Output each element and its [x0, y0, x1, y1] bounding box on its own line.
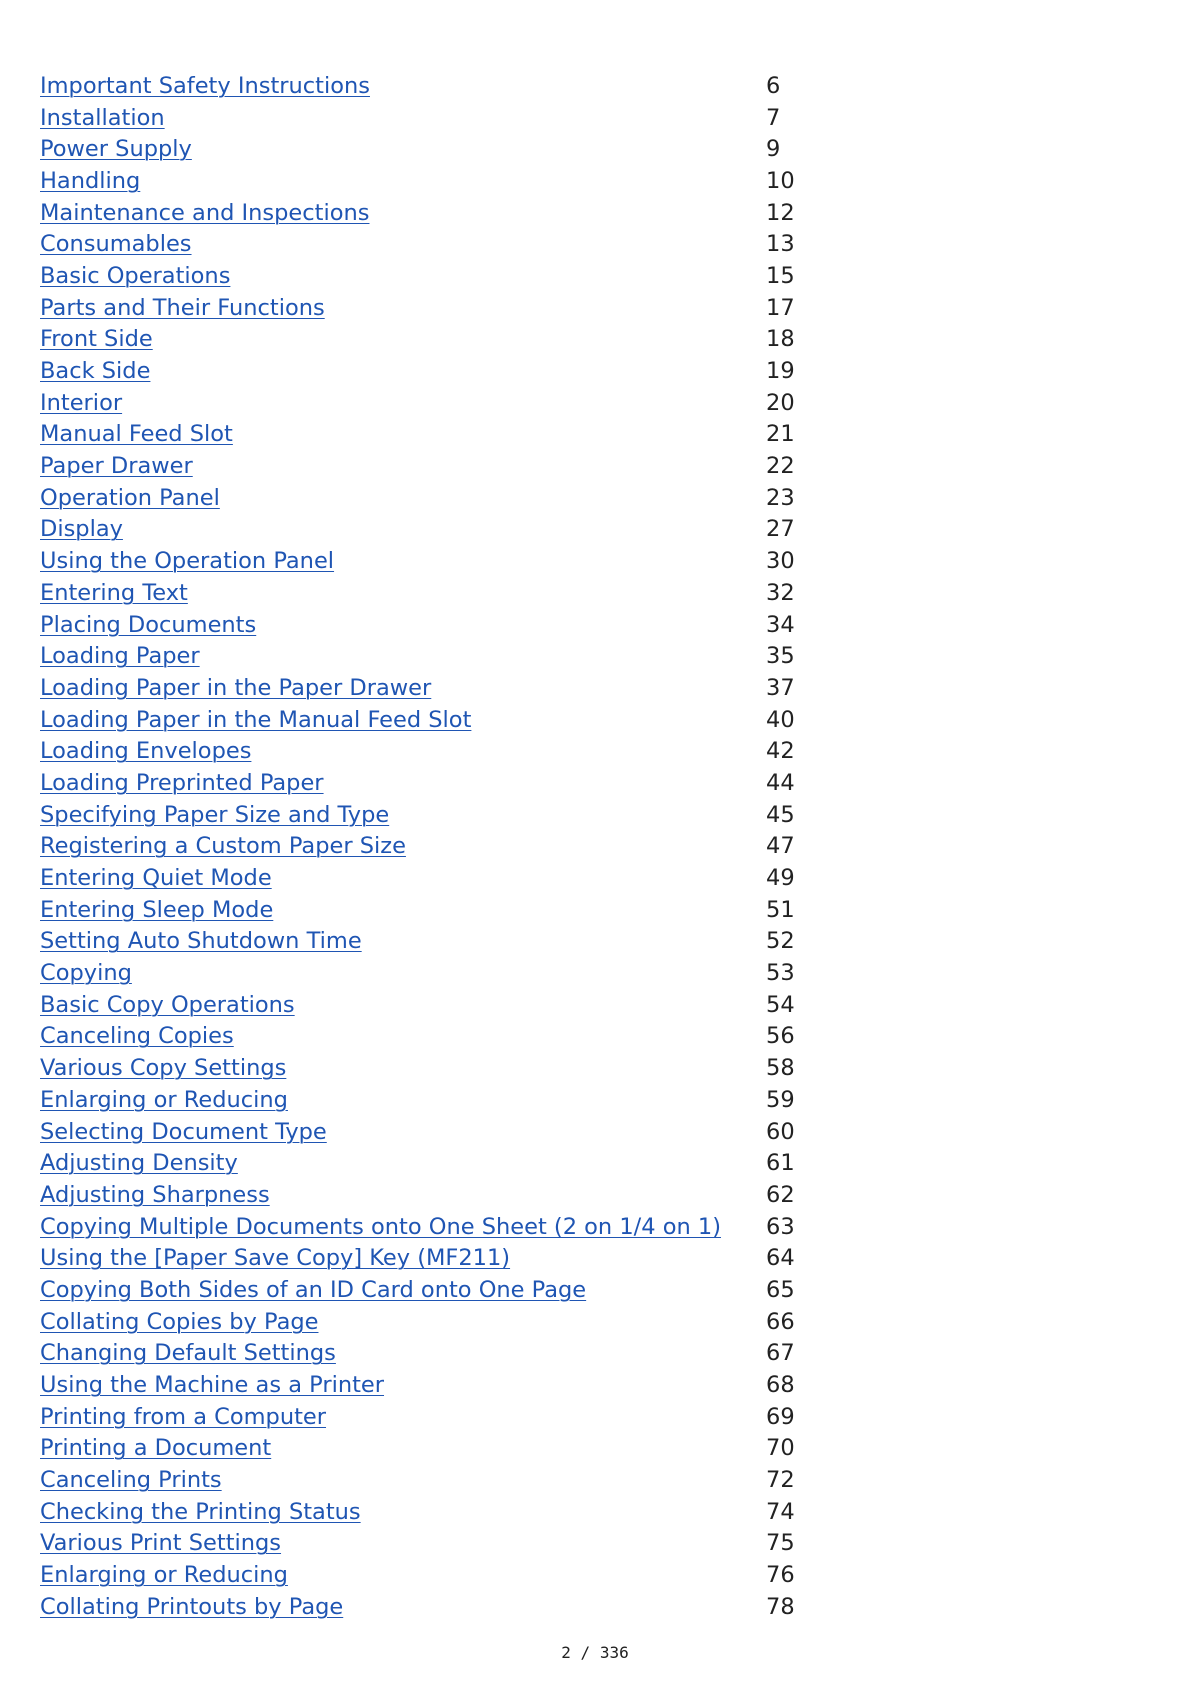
- toc-entry-page-number: 65: [766, 1276, 795, 1303]
- toc-entry-page-number: 42: [766, 738, 795, 765]
- toc-entry-link[interactable]: Installation: [40, 104, 165, 131]
- toc-entry-link[interactable]: Changing Default Settings: [40, 1340, 336, 1367]
- toc-entry[interactable]: [40, 894, 800, 926]
- toc-entry-link[interactable]: Placing Documents: [40, 611, 257, 638]
- toc-entry-page-number: 75: [766, 1530, 795, 1557]
- toc-entry[interactable]: [40, 799, 800, 831]
- toc-entry[interactable]: [40, 672, 800, 704]
- toc-entry[interactable]: [40, 260, 800, 292]
- toc-entry-link[interactable]: Using the Operation Panel: [40, 548, 335, 575]
- toc-entry-page-number: 56: [766, 1023, 795, 1050]
- toc-entry-link[interactable]: Basic Copy Operations: [40, 991, 295, 1018]
- toc-entry-page-number: 68: [766, 1372, 795, 1399]
- toc-entry[interactable]: [40, 1211, 800, 1243]
- toc-entry-page-number: 44: [766, 769, 795, 796]
- toc-entry-page-number: 76: [766, 1562, 795, 1589]
- toc-entry-link[interactable]: Adjusting Density: [40, 1150, 238, 1177]
- toc-entry[interactable]: [40, 1084, 800, 1116]
- toc-entry-page-number: 45: [766, 801, 795, 828]
- toc-entry-link[interactable]: Entering Quiet Mode: [40, 865, 272, 892]
- toc-entry-page-number: 10: [766, 167, 795, 194]
- toc-entry-page-number: 66: [766, 1308, 795, 1335]
- toc-entry-page-number: 74: [766, 1498, 795, 1525]
- page-indicator: 2 / 336: [561, 1643, 629, 1662]
- toc-entry-link[interactable]: Collating Printouts by Page: [40, 1593, 344, 1620]
- toc-entry-page-number: 63: [766, 1213, 795, 1240]
- toc-entry-link[interactable]: Printing a Document: [40, 1435, 272, 1462]
- toc-entry[interactable]: [40, 1242, 800, 1274]
- toc-entry-page-number: 17: [766, 294, 795, 321]
- toc-entry-link[interactable]: Manual Feed Slot: [40, 421, 233, 448]
- toc-entry-page-number: 70: [766, 1435, 795, 1462]
- toc-entry-page-number: 35: [766, 643, 795, 670]
- toc-entry[interactable]: [40, 1591, 800, 1623]
- toc-entry-link[interactable]: Handling: [40, 167, 141, 194]
- toc-entry[interactable]: [40, 609, 800, 641]
- toc-entry[interactable]: [40, 957, 800, 989]
- toc-entry-page-number: 61: [766, 1150, 795, 1177]
- toc-entry[interactable]: [40, 1306, 800, 1338]
- toc-entry-page-number: 67: [766, 1340, 795, 1367]
- toc-entry[interactable]: [40, 70, 800, 102]
- toc-entry[interactable]: [40, 1116, 800, 1148]
- toc-entry-link[interactable]: Various Copy Settings: [40, 1055, 287, 1082]
- toc-entry-link[interactable]: Printing from a Computer: [40, 1403, 327, 1430]
- toc-entry-page-number: 49: [766, 865, 795, 892]
- toc-entry-page-number: 40: [766, 706, 795, 733]
- toc-entry-link[interactable]: Copying Multiple Documents onto One Sheet (2 on 1/4 on 1): [40, 1213, 721, 1240]
- toc-entry-link[interactable]: Registering a Custom Paper Size: [40, 833, 406, 860]
- toc-entry-link[interactable]: Loading Paper in the Paper Drawer: [40, 674, 432, 701]
- toc-entry-link[interactable]: Copying: [40, 960, 132, 987]
- toc-entry-page-number: 19: [766, 358, 795, 385]
- toc-entry[interactable]: [40, 482, 800, 514]
- toc-entry-page-number: 27: [766, 516, 795, 543]
- toc-entry[interactable]: [40, 514, 800, 546]
- toc-entry-page-number: 32: [766, 579, 795, 606]
- toc-entry-link[interactable]: Loading Preprinted Paper: [40, 769, 324, 796]
- toc-entry-link[interactable]: Enlarging or Reducing: [40, 1086, 288, 1113]
- toc-entry[interactable]: [40, 1401, 800, 1433]
- toc-entry[interactable]: [40, 989, 800, 1021]
- toc-entry[interactable]: [40, 1338, 800, 1370]
- toc-entry-link[interactable]: Operation Panel: [40, 484, 220, 511]
- toc-entry[interactable]: [40, 1369, 800, 1401]
- toc-entry[interactable]: [40, 228, 800, 260]
- toc-entry[interactable]: [40, 1052, 800, 1084]
- toc-entry-page-number: 72: [766, 1467, 795, 1494]
- toc-entry-link[interactable]: Enlarging or Reducing: [40, 1562, 288, 1589]
- toc-entry-link[interactable]: Display: [40, 516, 123, 543]
- toc-entry-page-number: 30: [766, 548, 795, 575]
- table-of-contents: [40, 70, 800, 1623]
- toc-entry[interactable]: [40, 767, 800, 799]
- toc-entry-link[interactable]: Maintenance and Inspections: [40, 199, 370, 226]
- toc-entry-page-number: 22: [766, 453, 795, 480]
- toc-entry[interactable]: [40, 1496, 800, 1528]
- toc-entry-link[interactable]: Loading Envelopes: [40, 738, 252, 765]
- toc-entry[interactable]: [40, 419, 800, 451]
- toc-entry-link[interactable]: Collating Copies by Page: [40, 1308, 319, 1335]
- toc-entry[interactable]: [40, 1433, 800, 1465]
- toc-entry-page-number: 78: [766, 1593, 795, 1620]
- toc-entry-page-number: 12: [766, 199, 795, 226]
- toc-entry[interactable]: [40, 545, 800, 577]
- toc-entry[interactable]: [40, 450, 800, 482]
- toc-entry-link[interactable]: Loading Paper in the Manual Feed Slot: [40, 706, 472, 733]
- toc-entry[interactable]: [40, 704, 800, 736]
- toc-entry-link[interactable]: Loading Paper: [40, 643, 200, 670]
- toc-entry-link[interactable]: Copying Both Sides of an ID Card onto One Page: [40, 1276, 587, 1303]
- toc-entry-link[interactable]: Paper Drawer: [40, 453, 193, 480]
- toc-entry-page-number: 7: [766, 104, 781, 131]
- toc-entry-page-number: 69: [766, 1403, 795, 1430]
- toc-entry-page-number: 53: [766, 960, 795, 987]
- toc-entry-link[interactable]: Adjusting Sharpness: [40, 1181, 270, 1208]
- toc-entry-link[interactable]: Canceling Copies: [40, 1023, 234, 1050]
- toc-entry-page-number: 13: [766, 231, 795, 258]
- toc-entry[interactable]: [40, 133, 800, 165]
- toc-entry[interactable]: [40, 1179, 800, 1211]
- toc-entry-page-number: 34: [766, 611, 795, 638]
- toc-entry-link[interactable]: Various Print Settings: [40, 1530, 282, 1557]
- toc-entry-link[interactable]: Entering Text: [40, 579, 188, 606]
- toc-entry-page-number: 64: [766, 1245, 795, 1272]
- toc-entry[interactable]: [40, 1274, 800, 1306]
- toc-entry-page-number: 21: [766, 421, 795, 448]
- toc-entry[interactable]: [40, 862, 800, 894]
- toc-entry-page-number: 15: [766, 262, 795, 289]
- toc-entry-page-number: 51: [766, 896, 795, 923]
- toc-entry-page-number: 18: [766, 326, 795, 353]
- toc-entry-link[interactable]: Selecting Document Type: [40, 1118, 327, 1145]
- toc-entry[interactable]: [40, 165, 800, 197]
- toc-entry[interactable]: [40, 831, 800, 863]
- toc-entry-page-number: 58: [766, 1055, 795, 1082]
- toc-entry-link[interactable]: Using the [Paper Save Copy] Key (MF211): [40, 1245, 511, 1272]
- toc-entry-page-number: 47: [766, 833, 795, 860]
- toc-entry-page-number: 37: [766, 674, 795, 701]
- toc-entry-link[interactable]: Parts and Their Functions: [40, 294, 325, 321]
- toc-entry-link[interactable]: Using the Machine as a Printer: [40, 1372, 385, 1399]
- toc-entry[interactable]: [40, 292, 800, 324]
- toc-entry-link[interactable]: Canceling Prints: [40, 1467, 222, 1494]
- toc-entry-page-number: 23: [766, 484, 795, 511]
- toc-entry-page-number: 20: [766, 389, 795, 416]
- toc-entry[interactable]: [40, 1021, 800, 1053]
- toc-entry[interactable]: [40, 640, 800, 672]
- toc-entry-link[interactable]: Consumables: [40, 231, 192, 258]
- toc-entry-page-number: 9: [766, 136, 781, 163]
- toc-entry-page-number: 6: [766, 72, 781, 99]
- toc-entry-page-number: 60: [766, 1118, 795, 1145]
- toc-entry-link[interactable]: Entering Sleep Mode: [40, 896, 274, 923]
- toc-entry-page-number: 54: [766, 991, 795, 1018]
- toc-entry-link[interactable]: Back Side: [40, 358, 151, 385]
- toc-entry[interactable]: [40, 1147, 800, 1179]
- toc-entry-link[interactable]: Important Safety Instructions: [40, 72, 370, 99]
- toc-entry-link[interactable]: Front Side: [40, 326, 153, 353]
- toc-entry[interactable]: [40, 1464, 800, 1496]
- toc-entry-link[interactable]: Checking the Printing Status: [40, 1498, 361, 1525]
- toc-entry[interactable]: [40, 324, 800, 356]
- toc-entry-link[interactable]: Power Supply: [40, 136, 192, 163]
- toc-entry[interactable]: [40, 1559, 800, 1591]
- toc-entry-link[interactable]: Interior: [40, 389, 123, 416]
- toc-entry[interactable]: [40, 1528, 800, 1560]
- toc-entry-page-number: 62: [766, 1181, 795, 1208]
- toc-entry[interactable]: [40, 355, 800, 387]
- toc-entry[interactable]: [40, 577, 800, 609]
- toc-entry-link[interactable]: Setting Auto Shutdown Time: [40, 928, 362, 955]
- toc-entry-page-number: 59: [766, 1086, 795, 1113]
- toc-entry[interactable]: [40, 387, 800, 419]
- toc-entry-page-number: 52: [766, 928, 795, 955]
- toc-entry[interactable]: [40, 102, 800, 134]
- toc-entry[interactable]: [40, 926, 800, 958]
- toc-entry[interactable]: [40, 735, 800, 767]
- toc-entry-link[interactable]: Specifying Paper Size and Type: [40, 801, 390, 828]
- toc-entry-link[interactable]: Basic Operations: [40, 262, 231, 289]
- toc-entry[interactable]: [40, 197, 800, 229]
